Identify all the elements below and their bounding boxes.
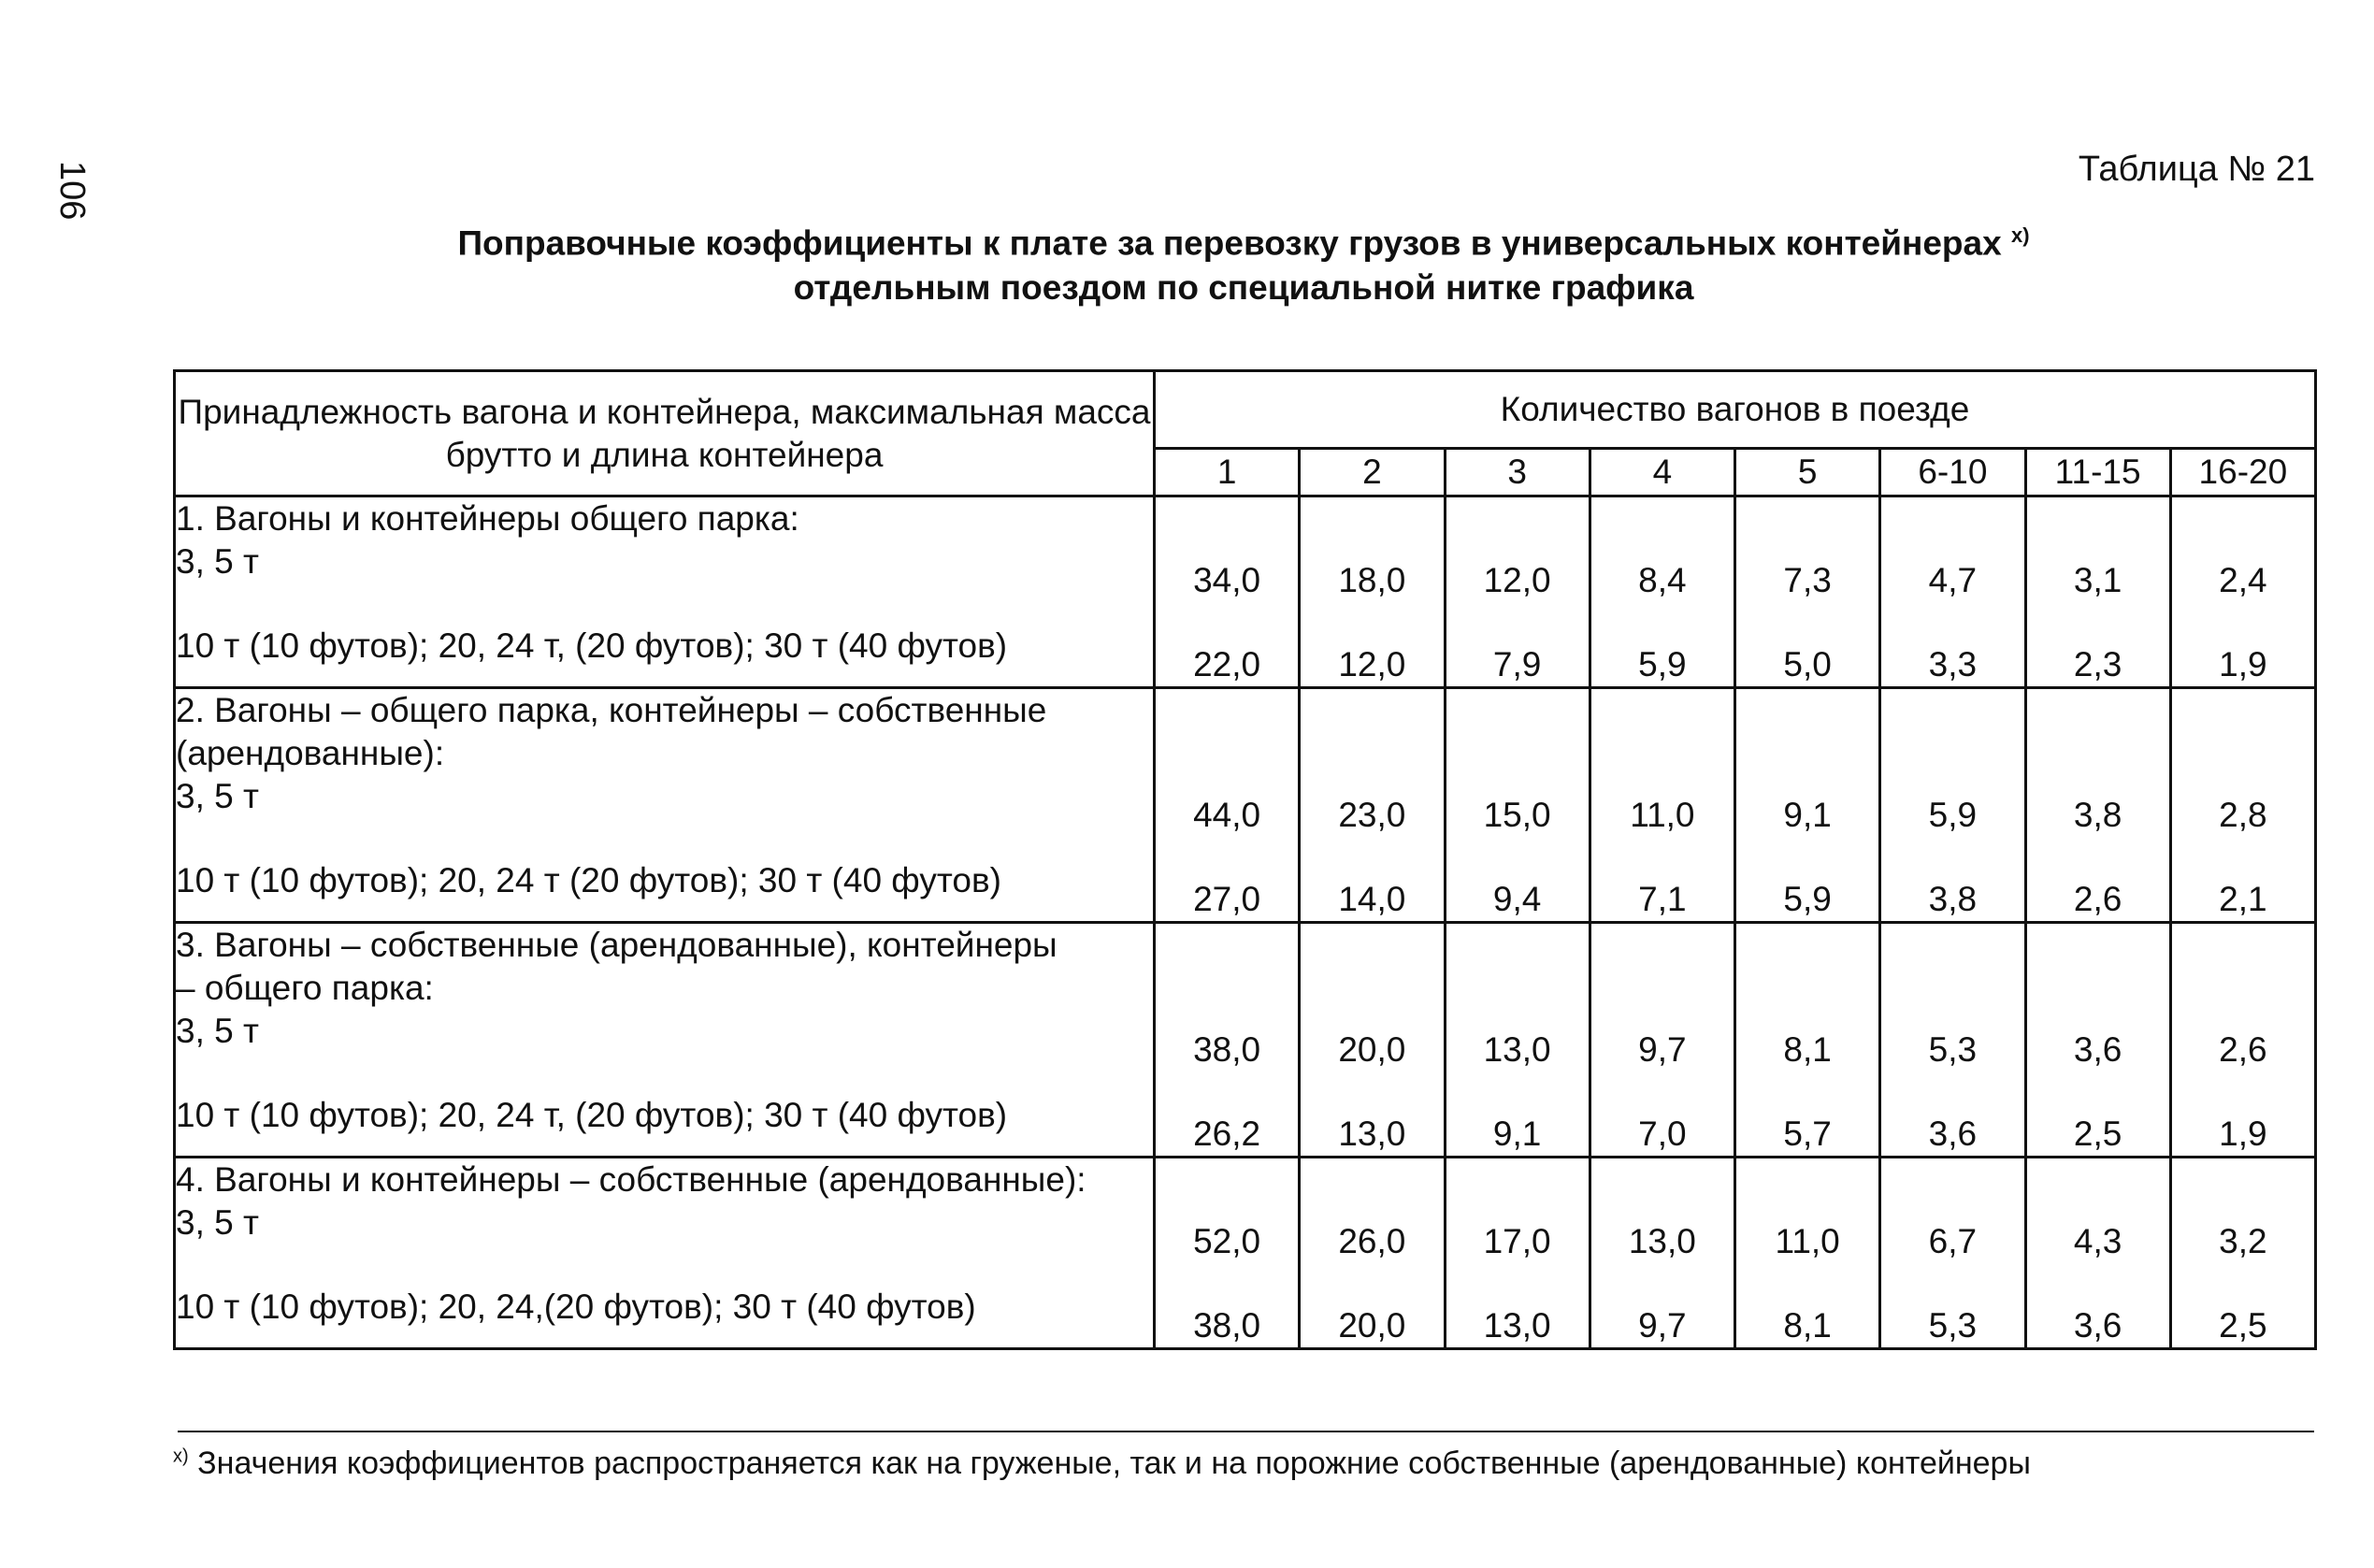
coefficient-value: 20,0 [1338, 1306, 1406, 1345]
value-cell [1155, 1158, 1300, 1349]
coefficient-value: 3,8 [1928, 880, 1978, 918]
coefficient-value: 12,0 [1483, 561, 1551, 599]
coefficient-value: 5,3 [1928, 1306, 1978, 1345]
coefficient-value: 2,5 [2073, 1115, 2122, 1153]
coefficient-value: 3,8 [2073, 796, 2122, 834]
title-footnote-marker: х) [2010, 223, 2030, 247]
row-spacer [1446, 1263, 1589, 1304]
row-spacer [1301, 1072, 1443, 1113]
value-cell [1735, 496, 1880, 688]
coefficient-value: 4,7 [1928, 561, 1978, 599]
value-cell [1445, 1158, 1590, 1349]
value-cell [1155, 923, 1300, 1158]
section-description [175, 688, 1155, 923]
coefficient-value: 13,0 [1483, 1306, 1551, 1345]
coefficient-value: 44,0 [1193, 796, 1261, 834]
row-spacer [1736, 1072, 1878, 1113]
column-header: 1 [1155, 449, 1300, 496]
column-header: 3 [1445, 449, 1590, 496]
value-cell [1590, 496, 1734, 688]
row-label: 10 т (10 футов); 20, 24 т, (20 футов); 30 т (40 футов) [176, 1096, 1008, 1134]
coefficient-value: 9,4 [1492, 880, 1542, 918]
row-spacer [2027, 1263, 2169, 1304]
row-label: 3, 5 т [176, 1012, 259, 1050]
section-title: – общего парка: [176, 969, 434, 1007]
column-header: 4 [1590, 449, 1734, 496]
coefficient-value: 38,0 [1193, 1306, 1261, 1345]
row-spacer [1301, 837, 1443, 878]
row-spacer [1881, 837, 2023, 878]
footnote-divider [178, 1431, 2314, 1432]
title-line-1-text: Поправочные коэффициенты к плате за перевозку грузов в универсальных контейнерах [457, 223, 2002, 263]
row-spacer [1736, 1263, 1878, 1304]
value-cell [2170, 923, 2315, 1158]
row-spacer [1156, 837, 1298, 878]
row-spacer [2172, 602, 2314, 643]
title-line-1 [0, 213, 2374, 266]
value-cell [1880, 1158, 2025, 1349]
row-spacer [2172, 1263, 2314, 1304]
value-cell [1880, 496, 2025, 688]
value-cell [1590, 1158, 1734, 1349]
row-spacer [1591, 1263, 1734, 1304]
row-spacer [1736, 837, 1878, 878]
footnote [173, 1446, 2031, 1482]
coefficient-value: 23,0 [1338, 796, 1406, 834]
coefficient-value: 9,7 [1638, 1030, 1687, 1069]
coefficient-value: 15,0 [1483, 796, 1551, 834]
header-wagon-count: Количество вагонов в поезде [1155, 371, 2316, 449]
coefficient-value: 27,0 [1193, 880, 1261, 918]
section-title: 4. Вагоны и контейнеры – собственные (арендованные): [176, 1160, 1086, 1199]
section-title: 1. Вагоны и контейнеры общего парка: [176, 499, 799, 538]
section-title: 2. Вагоны – общего парка, контейнеры – собственные [176, 691, 1047, 729]
row-spacer [2172, 837, 2314, 878]
value-cell [1300, 923, 1445, 1158]
coefficient-value: 20,0 [1338, 1030, 1406, 1069]
value-cell [1155, 688, 1300, 923]
coefficient-value: 2,6 [2219, 1030, 2267, 1069]
row-spacer [1156, 1072, 1298, 1113]
section-title: 3. Вагоны – собственные (арендованные), контейнеры [176, 926, 1058, 964]
value-cell [1300, 688, 1445, 923]
coefficient-value: 9,7 [1638, 1306, 1687, 1345]
row-spacer [176, 818, 1153, 859]
coefficient-value: 11,0 [1630, 796, 1695, 834]
coefficient-value: 13,0 [1483, 1030, 1551, 1069]
value-cell [2170, 496, 2315, 688]
coefficient-value: 6,7 [1928, 1222, 1978, 1260]
coefficient-value: 8,1 [1783, 1030, 1832, 1069]
coefficient-value: 34,0 [1193, 561, 1261, 599]
coefficient-value: 8,1 [1783, 1306, 1832, 1345]
value-cell [2025, 496, 2170, 688]
column-header: 5 [1735, 449, 1880, 496]
row-spacer [2027, 1072, 2169, 1113]
table-row [175, 923, 2316, 1158]
coefficient-value: 12,0 [1338, 645, 1406, 683]
coefficient-value: 2,6 [2073, 880, 2122, 918]
coefficient-value: 3,6 [2073, 1306, 2122, 1345]
value-cell [1880, 923, 2025, 1158]
value-cell [2170, 688, 2315, 923]
row-label: 10 т (10 футов); 20, 24 т, (20 футов); 30 т (40 футов) [176, 626, 1008, 665]
coefficient-value: 1,9 [2219, 1115, 2267, 1153]
coefficient-value: 14,0 [1338, 880, 1406, 918]
coefficient-value: 5,3 [1928, 1030, 1978, 1069]
row-label: 3, 5 т [176, 777, 259, 815]
row-spacer [2027, 837, 2169, 878]
table-row [175, 496, 2316, 688]
row-spacer [1446, 837, 1589, 878]
coefficient-value: 13,0 [1338, 1115, 1406, 1153]
column-header: 16-20 [2170, 449, 2315, 496]
row-spacer [1881, 602, 2023, 643]
coefficient-value: 5,9 [1783, 880, 1832, 918]
row-spacer [1736, 602, 1878, 643]
row-spacer [1591, 602, 1734, 643]
column-header: 6-10 [1880, 449, 2025, 496]
coefficient-value: 9,1 [1492, 1115, 1542, 1153]
table-row [175, 1158, 2316, 1349]
row-spacer [2027, 602, 2169, 643]
column-header: 11-15 [2025, 449, 2170, 496]
coefficient-value: 26,0 [1338, 1222, 1406, 1260]
row-spacer [1446, 1072, 1589, 1113]
page-title [0, 213, 2374, 310]
coefficient-value: 5,7 [1783, 1115, 1832, 1153]
section-description [175, 923, 1155, 1158]
coefficient-value: 9,1 [1783, 796, 1832, 834]
section-description [175, 496, 1155, 688]
row-spacer [1301, 602, 1443, 643]
row-spacer [1301, 1263, 1443, 1304]
row-spacer [176, 1244, 1153, 1286]
row-spacer [176, 583, 1153, 625]
value-cell [1300, 1158, 1445, 1349]
value-cell [2170, 1158, 2315, 1349]
footnote-text: Значения коэффициентов распространяется как на груженые, так и на порожние собственные (арендованные) контейнеры [197, 1446, 2031, 1481]
coefficient-value: 52,0 [1193, 1222, 1261, 1260]
value-cell [1155, 496, 1300, 688]
footnote-marker: х) [173, 1446, 189, 1467]
coefficient-value: 5,9 [1928, 796, 1978, 834]
value-cell [1735, 923, 1880, 1158]
coefficient-value: 1,9 [2219, 645, 2267, 683]
value-cell [1445, 688, 1590, 923]
row-spacer [1881, 1263, 2023, 1304]
value-cell [1735, 688, 1880, 923]
coefficient-value: 5,9 [1638, 645, 1687, 683]
row-label: 10 т (10 футов); 20, 24 т (20 футов); 30 т (40 футов) [176, 861, 1001, 899]
value-cell [2025, 688, 2170, 923]
coefficient-value: 26,2 [1193, 1115, 1261, 1153]
coefficient-value: 2,8 [2219, 796, 2267, 834]
coefficient-value: 3,6 [2073, 1030, 2122, 1069]
row-spacer [176, 1053, 1153, 1094]
row-spacer [2172, 1072, 2314, 1113]
value-cell [1300, 496, 1445, 688]
coefficient-value: 3,6 [1928, 1115, 1978, 1153]
value-cell [1590, 688, 1734, 923]
coefficient-value: 3,2 [2219, 1222, 2267, 1260]
coefficients-table [173, 369, 2317, 1350]
page-number: 106 [52, 161, 92, 221]
coefficient-value: 7,9 [1492, 645, 1542, 683]
coefficient-value: 17,0 [1483, 1222, 1551, 1260]
coefficient-value: 38,0 [1193, 1030, 1261, 1069]
value-cell [2025, 1158, 2170, 1349]
value-cell [1445, 923, 1590, 1158]
row-label: 3, 5 т [176, 1203, 259, 1242]
row-spacer [1156, 1263, 1298, 1304]
row-spacer [1156, 602, 1298, 643]
value-cell [2025, 923, 2170, 1158]
row-label: 10 т (10 футов); 20, 24,(20 футов); 30 т (40 футов) [176, 1287, 976, 1326]
table-label: Таблица № 21 [2078, 150, 2315, 189]
coefficient-value: 2,3 [2073, 645, 2122, 683]
coefficient-value: 2,1 [2219, 880, 2267, 918]
coefficient-value: 7,3 [1783, 561, 1832, 599]
table-row [175, 688, 2316, 923]
title-line-2: отдельным поездом по специальной нитке графика [793, 268, 1694, 308]
value-cell [1445, 496, 1590, 688]
coefficient-value: 5,0 [1783, 645, 1832, 683]
coefficient-value: 13,0 [1628, 1222, 1696, 1260]
coefficient-value: 2,5 [2219, 1306, 2267, 1345]
section-title: (арендованные): [176, 734, 445, 772]
coefficient-value: 4,3 [2073, 1222, 2122, 1260]
value-cell [1590, 923, 1734, 1158]
column-header: 2 [1300, 449, 1445, 496]
coefficient-value: 8,4 [1638, 561, 1687, 599]
row-label: 3, 5 т [176, 542, 259, 581]
coefficient-value: 2,4 [2219, 561, 2267, 599]
coefficient-value: 3,1 [2073, 561, 2122, 599]
value-cell [1735, 1158, 1880, 1349]
value-cell [1880, 688, 2025, 923]
header-affiliation: Принадлежность вагона и контейнера, максимальная масса брутто и длина контейнера [175, 371, 1155, 496]
coefficient-value: 3,3 [1928, 645, 1978, 683]
coefficient-value: 7,0 [1638, 1115, 1687, 1153]
coefficient-value: 18,0 [1338, 561, 1406, 599]
section-description [175, 1158, 1155, 1349]
coefficient-value: 22,0 [1193, 645, 1261, 683]
table-body [175, 496, 2316, 1349]
row-spacer [1591, 1072, 1734, 1113]
row-spacer [1881, 1072, 2023, 1113]
row-spacer [1446, 602, 1589, 643]
coefficient-value: 7,1 [1638, 880, 1687, 918]
coefficient-value: 11,0 [1775, 1222, 1840, 1260]
row-spacer [1591, 837, 1734, 878]
